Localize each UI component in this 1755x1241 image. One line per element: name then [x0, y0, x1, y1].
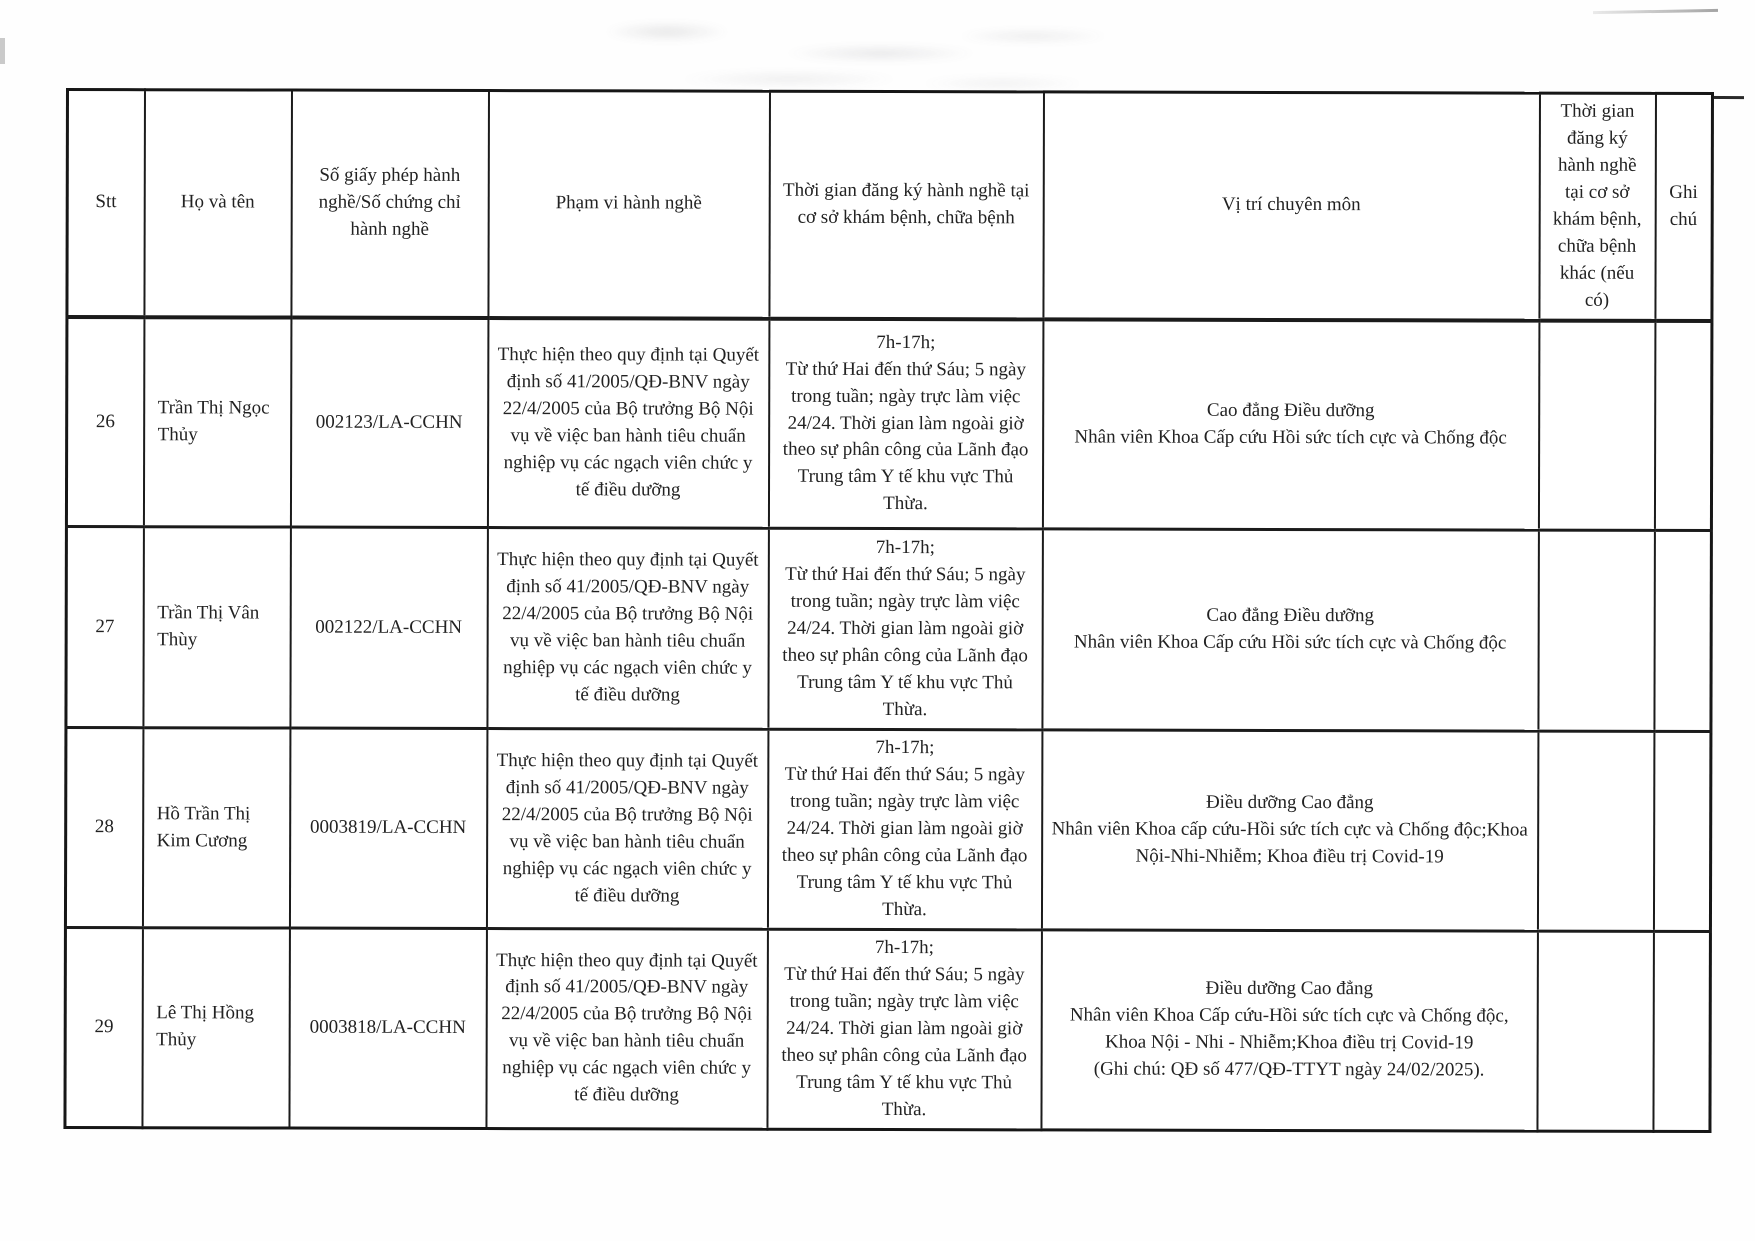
- cell-license: 002123/LA-CCHN: [290, 317, 488, 527]
- cell-note: [1654, 531, 1711, 732]
- cell-time: 7h-17h; Từ thứ Hai đến thứ Sáu; 5 ngày trong tuần; ngày trực làm việc 24/24. Thời gian làm ngoài giờ theo sự phân công của Lãnh đạo Trung tâm Y tế khu vực Thủ Thừa.: [768, 528, 1042, 730]
- header-scope: Phạm vi hành nghề: [488, 91, 770, 319]
- header-name: Họ và tên: [144, 90, 292, 318]
- cell-name: Trần Thị Ngọc Thủy: [143, 317, 291, 527]
- header-note: Ghi chú: [1655, 93, 1713, 320]
- scan-edge-mark: [0, 38, 5, 64]
- cell-name: Hồ Trần Thị Kim Cương: [142, 728, 289, 928]
- cell-other-time: [1538, 320, 1655, 530]
- cell-other-time: [1538, 530, 1654, 731]
- cell-position: Cao đẳng Điều dưỡng Nhân viên Khoa Cấp cứu Hồi sức tích cực và Chống độc: [1042, 529, 1538, 731]
- cell-scope: Thực hiện theo quy định tại Quyết định số 41/2005/QĐ-BNV ngày 22/4/2005 của Bộ trưởng Bộ Nội vụ về việc ban hành tiêu chuẩn nghiệp vụ các ngạch viên chức y tế điều dưỡng: [487, 318, 769, 529]
- cell-license: 0003819/LA-CCHN: [289, 728, 486, 928]
- cell-license: 0003818/LA-CCHN: [289, 928, 486, 1128]
- table-header-row: [67, 90, 1713, 321]
- header-stt: Stt: [67, 90, 145, 317]
- cell-position: Điều dưỡng Cao đẳng Nhân viên Khoa cấp cứu-Hồi sức tích cực và Chống độc;Khoa Nội-Nhi-Nhiễm; Khoa điều trị Covid-19: [1041, 730, 1537, 931]
- scan-bleedthrough-smudge: [545, 6, 1155, 92]
- cell-time: 7h-17h; Từ thứ Hai đến thứ Sáu; 5 ngày trong tuần; ngày trực làm việc 24/24. Thời gian làm ngoài giờ theo sự phân công của Lãnh đạo Trung tâm Y tế khu vực Thủ Thừa.: [768, 318, 1043, 529]
- table-row: [66, 527, 1711, 732]
- cell-stt: 27: [66, 527, 143, 728]
- practitioners-table: [63, 88, 1714, 1133]
- practitioner-table-container: [63, 88, 1714, 1133]
- table-row: [65, 928, 1710, 1132]
- cell-position: Điều dưỡng Cao đẳng Nhân viên Khoa Cấp cứu-Hồi sức tích cực và Chống độc, Khoa Nội - Nhi - Nhiễm;Khoa điều trị Covid-19 (Ghi chú: QĐ số 477/QĐ-TTYT ngày 24/02/2025).: [1041, 930, 1537, 1131]
- cell-time: 7h-17h; Từ thứ Hai đến thứ Sáu; 5 ngày trong tuần; ngày trực làm việc 24/24. Thời gian làm ngoài giờ theo sự phân công của Lãnh đạo Trung tâm Y tế khu vực Thủ Thừa.: [767, 929, 1041, 1129]
- cell-name: Trần Thị Vân Thùy: [143, 527, 290, 728]
- table-row: [65, 728, 1710, 932]
- cell-other-time: [1537, 731, 1653, 931]
- header-time: Thời gian đăng ký hành nghề tại cơ sở khám bệnh, chữa bệnh: [769, 91, 1044, 319]
- cell-time: 7h-17h; Từ thứ Hai đến thứ Sáu; 5 ngày trong tuần; ngày trực làm việc 24/24. Thời gian làm ngoài giờ theo sự phân công của Lãnh đạo Trung tâm Y tế khu vực Thủ Thừa.: [767, 729, 1041, 929]
- table-row: [66, 317, 1712, 531]
- cell-position: Cao đẳng Điều dưỡng Nhân viên Khoa Cấp cứu Hồi sức tích cực và Chống độc: [1042, 319, 1539, 530]
- scan-artifact-line: [1593, 9, 1718, 14]
- header-license: Số giấy phép hành nghề/Số chứng chỉ hành nghề: [291, 90, 489, 318]
- cell-scope: Thực hiện theo quy định tại Quyết định số 41/2005/QĐ-BNV ngày 22/4/2005 của Bộ trưởng Bộ Nội vụ về việc ban hành tiêu chuẩn nghiệp vụ các ngạch viên chức y tế điều dưỡng: [486, 729, 767, 929]
- cell-name: Lê Thị Hồng Thủy: [142, 928, 289, 1128]
- header-other-time: Thời gian đăng ký hành nghề tại cơ sở khám bệnh, chữa bệnh khác (nếu có): [1539, 93, 1656, 321]
- cell-other-time: [1537, 931, 1653, 1131]
- cell-stt: 26: [66, 317, 144, 527]
- cell-note: [1653, 931, 1710, 1131]
- cell-scope: Thực hiện theo quy định tại Quyết định số 41/2005/QĐ-BNV ngày 22/4/2005 của Bộ trưởng Bộ Nội vụ về việc ban hành tiêu chuẩn nghiệp vụ các ngạch viên chức y tế điều dưỡng: [487, 528, 768, 730]
- cell-stt: 28: [65, 728, 142, 928]
- cell-scope: Thực hiện theo quy định tại Quyết định số 41/2005/QĐ-BNV ngày 22/4/2005 của Bộ trưởng Bộ Nội vụ về việc ban hành tiêu chuẩn nghiệp vụ các ngạch viên chức y tế điều dưỡng: [486, 929, 767, 1129]
- cell-stt: 29: [65, 928, 142, 1128]
- cell-note: [1654, 321, 1712, 531]
- cell-note: [1653, 732, 1710, 932]
- header-position: Vị trí chuyên môn: [1043, 92, 1540, 320]
- cell-license: 002122/LA-CCHN: [290, 527, 487, 728]
